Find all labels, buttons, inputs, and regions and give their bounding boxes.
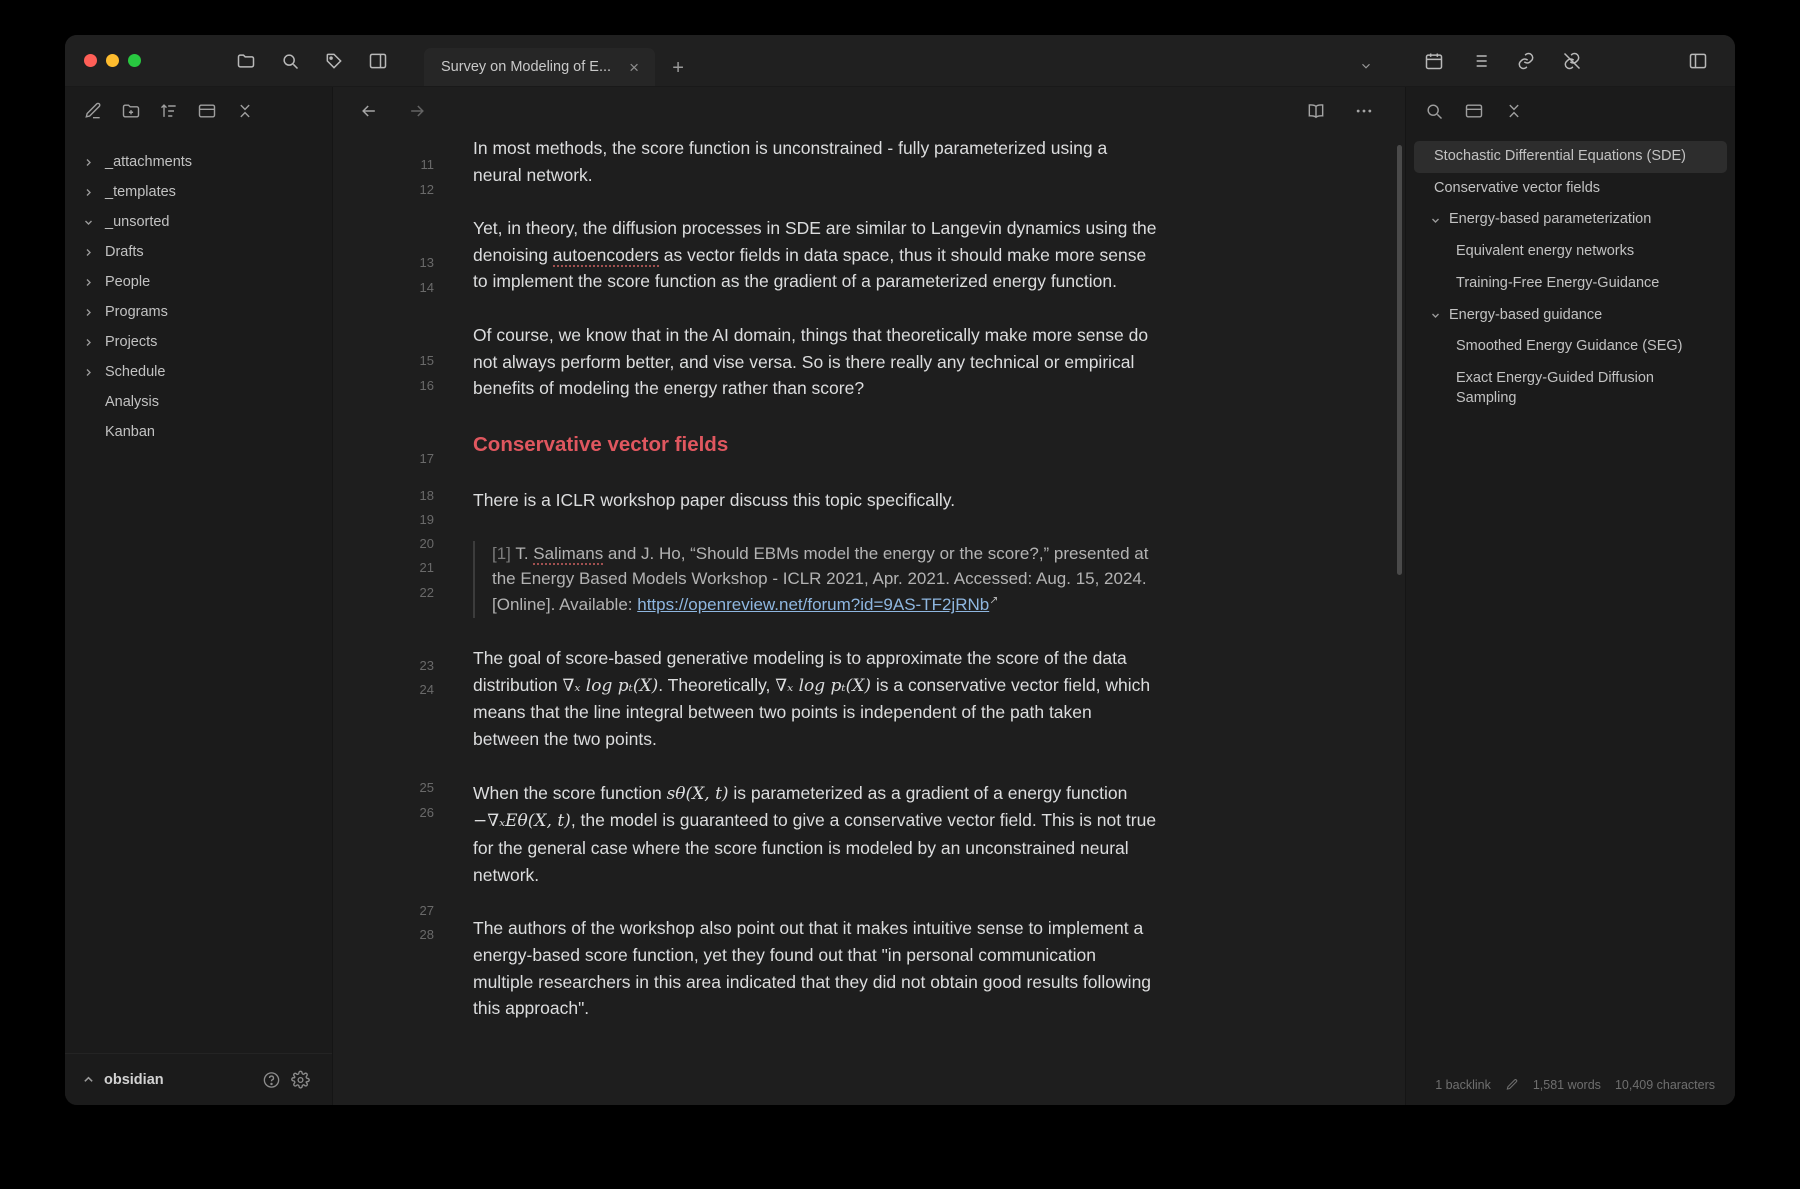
misspelled-word: Salimans — [533, 543, 604, 563]
paragraph-6-text-c: , the model is guaranteed to give a conservative vector field. This is not true for the general case where the score function is modeled by an unconstrained neural network. — [473, 810, 1157, 885]
chevron-right-icon[interactable] — [81, 305, 95, 319]
outline-item-label: Energy-based parameterization — [1449, 211, 1652, 228]
chevron-down-icon[interactable] — [1359, 59, 1373, 76]
chevron-right-icon[interactable] — [81, 155, 95, 169]
misspelled-word: autoencoders — [552, 244, 659, 265]
back-arrow-icon[interactable] — [358, 100, 380, 122]
line-number: 22 — [419, 585, 434, 600]
folder-icon[interactable] — [235, 50, 257, 72]
paragraph-3: Of course, we know that in the AI domain, things that theoretically make more sense do not always perform better, and vise versa. So is there really any technical or empirical benefits of modeling the energy rather than score? — [473, 324, 1149, 399]
new-note-icon[interactable] — [83, 101, 103, 121]
line-number: 23 — [419, 658, 434, 673]
right-sidebar-toggle-icon[interactable] — [1687, 50, 1709, 72]
math-expression: −∇ₓEθ(X, t) — [473, 811, 571, 832]
line-number: 13 — [419, 255, 434, 270]
close-panel-icon[interactable] — [235, 101, 255, 121]
tab-survey-on-modeling[interactable] — [424, 48, 655, 86]
paragraph-6-text-b: is parameterized as a gradient of a energy function — [728, 782, 1128, 803]
reference-text-a: T. — [510, 543, 534, 563]
chevron-down-icon[interactable] — [1428, 213, 1442, 227]
outline-item-exact-energy-guided-diffusion-sampling[interactable] — [1414, 363, 1727, 414]
chevron-right-icon[interactable] — [81, 365, 95, 379]
search-icon[interactable] — [1424, 101, 1444, 121]
outline-item-equivalent-energy-networks[interactable] — [1414, 236, 1727, 268]
search-icon[interactable] — [279, 50, 301, 72]
math-expression: sθ(X, t) — [666, 783, 729, 804]
vault-footer — [65, 1053, 332, 1105]
outline-list — [1406, 135, 1735, 1065]
tree-item-drafts[interactable] — [65, 237, 332, 267]
close-window-button[interactable] — [84, 54, 97, 67]
outline-item-energy-based-parameterization[interactable] — [1414, 204, 1727, 236]
paragraph-4: There is a ICLR workshop paper discuss this topic specifically. — [473, 489, 956, 510]
external-link[interactable]: https://openreview.net/forum?id=9AS-TF2jRNb — [637, 595, 990, 615]
paragraph-6-text-a: When the score function — [473, 782, 667, 803]
reference-text-b: and J. Ho, “Should EBMs model the energy or the score?,” presented at the Energy Based Models Workshop - ICLR 2021, Apr. 2021. Accessed: Aug. 15, 2024. [Online]. Available: — [492, 543, 1149, 615]
editor-toolbar — [333, 87, 1405, 135]
tree-item-templates[interactable] — [65, 177, 332, 207]
tree-item-label: Drafts — [105, 244, 144, 260]
tree-item-label: Projects — [105, 334, 158, 350]
paragraph-2-text-a: Yet, in theory, the diffusion processes in SDE are similar to Langevin dynamics using the denoising — [473, 218, 1157, 265]
titlebar-right-icons — [1405, 35, 1735, 86]
gear-icon[interactable] — [291, 1070, 310, 1089]
tree-item-label: Kanban — [105, 424, 155, 440]
paragraph-2-text-b: as vector fields in data space, thus it should make more sense to implement the score function as the gradient of a parameterized energy function. — [473, 244, 1147, 292]
tree-item-schedule[interactable] — [65, 357, 332, 387]
outline-toolbar — [1406, 87, 1735, 135]
sort-icon[interactable] — [159, 101, 179, 121]
forward-arrow-icon[interactable] — [406, 100, 428, 122]
paragraph-2 — [473, 215, 1158, 295]
outline-item-label: Stochastic Differential Equations (SDE) — [1434, 148, 1686, 164]
titlebar-left-icons — [235, 50, 389, 72]
tree-item-label: People — [105, 274, 151, 290]
chevron-right-icon[interactable] — [81, 275, 95, 289]
line-number: 21 — [419, 560, 434, 575]
tree-item-label: _unsorted — [105, 214, 170, 230]
chevron-right-icon[interactable] — [81, 245, 95, 259]
tree-item-programs[interactable] — [65, 297, 332, 327]
line-number: 16 — [419, 378, 434, 393]
sidebar-toggle-icon[interactable] — [367, 50, 389, 72]
tree-item-label: _attachments — [105, 154, 193, 170]
line-number: 17 — [419, 451, 434, 466]
link-icon[interactable] — [1515, 50, 1537, 72]
line-number: 14 — [419, 280, 434, 295]
reference-number: [1] — [492, 543, 511, 563]
close-panel-icon[interactable] — [1504, 101, 1524, 121]
maximize-window-button[interactable] — [128, 54, 141, 67]
tab-bar — [389, 35, 1405, 86]
chevron-down-icon[interactable] — [81, 215, 95, 229]
tree-item-analysis[interactable] — [65, 387, 332, 417]
line-number: 15 — [419, 353, 434, 368]
tree-item-projects[interactable] — [65, 327, 332, 357]
line-number: 19 — [419, 512, 434, 527]
outline-list-icon[interactable] — [1469, 50, 1491, 72]
outline-item-smoothed-energy-guidance[interactable] — [1414, 331, 1727, 363]
tree-item-people[interactable] — [65, 267, 332, 297]
chevron-down-icon[interactable] — [1428, 309, 1442, 323]
outline-item-label: Conservative vector fields — [1434, 179, 1601, 196]
editor-scrollbar[interactable] — [1397, 145, 1402, 575]
main-body — [65, 87, 1735, 1105]
outline-item-conservative-vector-fields[interactable] — [1414, 173, 1727, 205]
outline-item-label: Smoothed Energy Guidance (SEG) — [1456, 338, 1683, 355]
editor-scroll-area[interactable] — [333, 135, 1405, 1105]
paragraph-5 — [473, 645, 1158, 753]
editor-pane — [333, 87, 1405, 1105]
line-number: 27 — [419, 903, 434, 918]
chevron-right-icon[interactable] — [81, 185, 95, 199]
line-number: 12 — [419, 182, 434, 197]
line-number: 26 — [419, 805, 434, 820]
new-tab-button[interactable]: + — [672, 57, 684, 79]
chevron-right-icon[interactable] — [81, 335, 95, 349]
line-number-gutter — [333, 135, 448, 1105]
broken-link-icon[interactable] — [1561, 50, 1583, 72]
heading-conservative-vector-fields: Conservative vector fields — [473, 432, 729, 456]
line-number: 18 — [419, 488, 434, 503]
outline-item-label: Equivalent energy networks — [1456, 243, 1635, 260]
paragraph-5-text-a: The goal of score-based generative modeling is to approximate the score of the data distribution — [473, 647, 1127, 695]
character-count: 10,409 characters — [1614, 1078, 1715, 1092]
outline-item-sde[interactable] — [1414, 141, 1727, 173]
outline-item-label: Energy-based guidance — [1449, 306, 1603, 323]
new-folder-icon[interactable] — [121, 101, 141, 121]
paragraph-5-text-b: . Theoretically, — [658, 674, 776, 695]
collapse-all-icon[interactable] — [1464, 101, 1484, 121]
title-bar — [65, 35, 1735, 87]
status-bar — [1406, 1065, 1735, 1105]
paragraph-6 — [473, 780, 1158, 889]
tag-icon[interactable] — [323, 50, 345, 72]
collapse-all-icon[interactable] — [197, 101, 217, 121]
paragraph-5-text-c: is a conservative vector field, which means that the line integral between two points is independent of the path taken between the two points. — [473, 674, 1151, 749]
help-icon[interactable] — [262, 1070, 281, 1089]
paragraph-1: In most methods, the score function is unconstrained - fully parameterized using a neural network. — [473, 138, 1108, 185]
tree-item-label: Analysis — [105, 394, 159, 410]
tab-label: Survey on Modeling of E... — [441, 59, 612, 75]
line-number: 24 — [419, 682, 434, 697]
tree-item-label: _templates — [105, 184, 176, 200]
external-link-icon: ↗ — [989, 594, 999, 607]
document-content[interactable] — [448, 135, 1278, 1105]
line-number: 11 — [420, 157, 434, 172]
outline-item-training-free-energy-guidance[interactable] — [1414, 268, 1727, 300]
book-icon[interactable] — [1305, 100, 1327, 122]
reference-blockquote — [473, 541, 1158, 618]
minimize-window-button[interactable] — [106, 54, 119, 67]
tree-item-label: Programs — [105, 304, 168, 320]
line-number: 25 — [419, 780, 434, 795]
file-explorer-toolbar — [65, 87, 332, 135]
outline-item-energy-based-guidance[interactable] — [1414, 300, 1727, 332]
tree-item-kanban[interactable] — [65, 417, 332, 447]
backlink-count[interactable]: 1 backlink — [1435, 1078, 1491, 1092]
math-expression: ∇ₓ log pₜ(X) — [562, 675, 659, 696]
paragraph-7: The authors of the workshop also point out that it makes intuitive sense to implement a energy-based score function, yet they found out that "in personal communication multiple researchers in this area indicated that they did not obtain good results following this approach". — [473, 918, 1152, 1019]
tree-item-unsorted[interactable] — [65, 207, 332, 237]
word-count: 1,581 words — [1532, 1078, 1601, 1092]
calendar-icon[interactable] — [1423, 50, 1445, 72]
line-number: 20 — [419, 536, 434, 551]
line-number: 28 — [419, 927, 434, 942]
left-sidebar — [65, 87, 333, 1105]
obsidian-window — [65, 35, 1735, 1105]
right-sidebar — [1405, 87, 1735, 1105]
tree-item-attachments[interactable] — [65, 147, 332, 177]
tree-item-label: Schedule — [105, 364, 166, 380]
pencil-icon — [1505, 1078, 1519, 1092]
file-tree — [65, 135, 332, 1053]
outline-item-label: Exact Energy-Guided Diffusion Sampling — [1456, 370, 1655, 406]
vault-name[interactable]: obsidian — [104, 1071, 164, 1088]
tab-close-icon[interactable]: × — [629, 57, 640, 77]
more-options-icon[interactable] — [1353, 100, 1375, 122]
math-expression: ∇ₓ log pₜ(X) — [775, 675, 871, 696]
chevron-up-icon[interactable] — [83, 1074, 94, 1085]
outline-item-label: Training-Free Energy-Guidance — [1456, 274, 1660, 291]
